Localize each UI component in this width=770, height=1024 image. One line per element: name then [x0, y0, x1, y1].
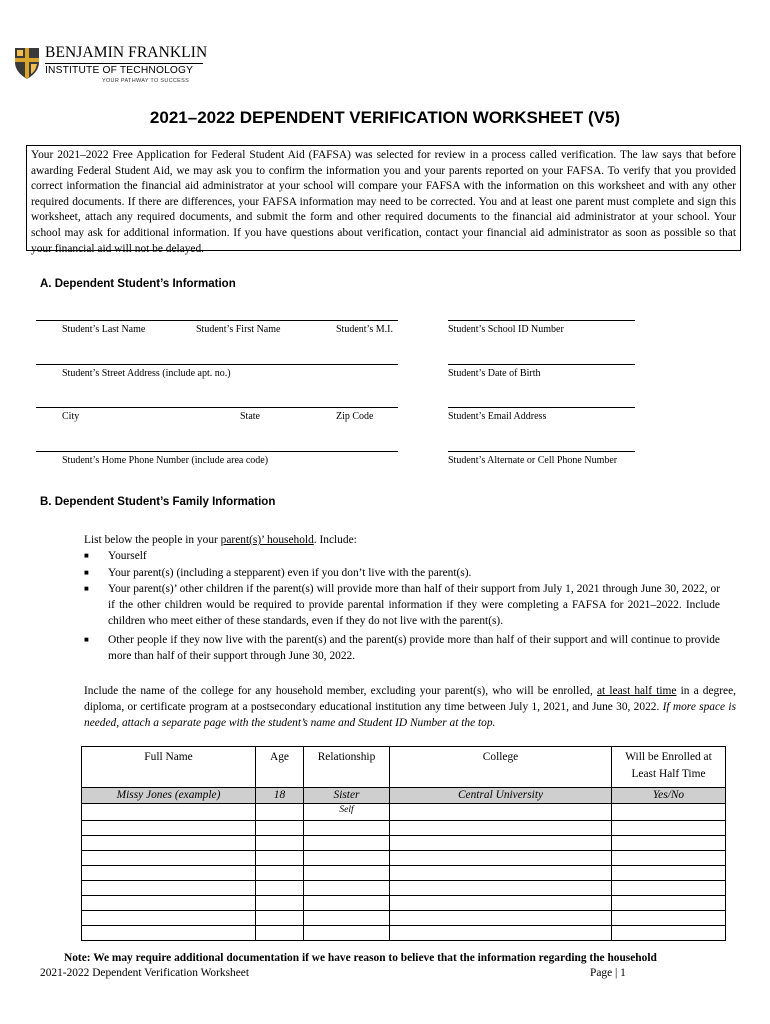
label-zip: Zip Code: [336, 411, 374, 422]
table-row: [82, 866, 726, 881]
enrolled-cell[interactable]: [612, 881, 726, 896]
name-cell[interactable]: [82, 851, 256, 866]
age-cell[interactable]: [256, 926, 304, 941]
note-text: Note: We may require additional documentation if we have reason to believe that the information regarding the household: [64, 952, 657, 964]
col-age: Age: [256, 747, 304, 788]
name-cell[interactable]: [82, 804, 256, 821]
table-row: [82, 896, 726, 911]
half-time-term: at least half time: [597, 685, 677, 697]
intro-box: Your 2021–2022 Free Application for Federal Student Aid (FAFSA) was selected for review in a process called verification. The law says that before awarding Federal Student Aid, we may ask you to confirm the information you and your parents reported on your FAFSA. To verify that you provided correct information the financial aid administrator at your school will compare your FAFSA with the information on this worksheet and with any other required documents. If there are differences, your FAFSA information may need to be corrected. You and at least one parent must complete and sign this worksheet, attach any required documents, and submit the form and other required documents to the financial aid administrator at your school. Your school may ask for additional information. If you have questions about verification, contact your financial aid administrator as soon as possible so that your financial aid will not be delayed.: [26, 145, 741, 251]
age-cell[interactable]: [256, 851, 304, 866]
label-email: Student’s Email Address: [448, 411, 547, 422]
enrolled-cell[interactable]: [612, 866, 726, 881]
label-dob: Student’s Date of Birth: [448, 368, 541, 379]
page-title: 2021–2022 DEPENDENT VERIFICATION WORKSHEET (V5): [149, 108, 621, 127]
age-cell[interactable]: [256, 896, 304, 911]
logo-name: BENJAMIN FRANKLIN: [45, 44, 208, 61]
bullet-icon: ■: [84, 551, 89, 560]
name-cell[interactable]: [82, 881, 256, 896]
logo-tagline: YOUR PATHWAY TO SUCCESS: [102, 78, 190, 84]
table-row: [82, 851, 726, 866]
list-intro: [84, 532, 357, 548]
school-id-line[interactable]: [448, 320, 635, 321]
street-line[interactable]: [36, 364, 398, 365]
age-cell[interactable]: [256, 866, 304, 881]
enrolled-cell[interactable]: [612, 804, 726, 821]
relationship-cell[interactable]: [304, 911, 390, 926]
bullet-icon: ■: [84, 635, 89, 644]
enrolled-cell[interactable]: [612, 821, 726, 836]
table-row: [82, 911, 726, 926]
relationship-cell[interactable]: [304, 836, 390, 851]
college-cell[interactable]: [390, 804, 612, 821]
family-table: [81, 746, 726, 941]
name-cell[interactable]: [82, 896, 256, 911]
college-cell[interactable]: [390, 866, 612, 881]
footer-title: 2021-2022 Dependent Verification Worksheet: [40, 967, 250, 979]
college-cell[interactable]: [390, 836, 612, 851]
label-mi: Student’s M.I.: [336, 324, 393, 335]
col-full-name: Full Name: [82, 747, 256, 788]
dob-line[interactable]: [448, 364, 635, 365]
age-cell[interactable]: [256, 821, 304, 836]
label-last-name: Student’s Last Name: [62, 324, 146, 335]
enrolled-cell[interactable]: [612, 836, 726, 851]
bullet-text: Yourself: [108, 550, 147, 562]
household-term: parent(s)’ household: [220, 534, 314, 546]
section-b-heading: B. Dependent Student’s Family Information: [40, 496, 276, 508]
bullet-icon: ■: [84, 568, 89, 577]
name-cell[interactable]: [82, 836, 256, 851]
shield-logo-icon: [14, 46, 40, 80]
relationship-cell[interactable]: [304, 821, 390, 836]
name-cell[interactable]: [82, 911, 256, 926]
age-cell[interactable]: [256, 804, 304, 821]
example-relationship: Sister: [304, 788, 390, 804]
college-cell[interactable]: [390, 896, 612, 911]
age-cell[interactable]: [256, 836, 304, 851]
col-college: College: [390, 747, 612, 788]
college-para-text: Include the name of the college for any household member, excluding your parent(s), who will be enrolled,: [84, 685, 597, 697]
relationship-cell[interactable]: [304, 866, 390, 881]
example-college: Central University: [390, 788, 612, 804]
label-city: City: [62, 411, 80, 422]
table-row: [82, 836, 726, 851]
name-cell[interactable]: [82, 866, 256, 881]
enrolled-cell[interactable]: [612, 926, 726, 941]
example-name: Missy Jones (example): [82, 788, 256, 804]
enrolled-cell[interactable]: [612, 851, 726, 866]
bullet-text: Other people if they now live with the parent(s) and the parent(s) provide more than half of their support and will continue to provide more than half of their support through June 30, 2022.: [108, 634, 720, 663]
name-cell[interactable]: [82, 821, 256, 836]
label-cell-phone: Student’s Alternate or Cell Phone Number: [448, 455, 618, 466]
bullet-text: Your parent(s) (including a stepparent) even if you don’t live with the parent(s).: [108, 567, 472, 579]
label-street: Student’s Street Address (include apt. no.): [62, 368, 231, 379]
table-row: [82, 926, 726, 941]
self-relationship-cell: Self: [304, 804, 390, 821]
list-intro-end: . Include:: [313, 534, 357, 546]
list-item: [84, 581, 724, 631]
relationship-cell[interactable]: [304, 896, 390, 911]
label-home-phone: Student’s Home Phone Number (include area code): [62, 455, 269, 466]
name-line[interactable]: [36, 320, 398, 321]
enrolled-cell[interactable]: [612, 896, 726, 911]
age-cell[interactable]: [256, 881, 304, 896]
example-enrolled: Yes/No: [612, 788, 726, 804]
label-state: State: [240, 411, 260, 422]
name-cell[interactable]: [82, 926, 256, 941]
table-row: [82, 821, 726, 836]
college-cell[interactable]: [390, 881, 612, 896]
age-cell[interactable]: [256, 911, 304, 926]
list-item: [84, 632, 724, 666]
logo-subtitle: INSTITUTE OF TECHNOLOGY: [45, 65, 194, 76]
home-phone-line[interactable]: [36, 451, 398, 452]
list-intro-text: List below the people in your: [84, 534, 221, 546]
section-a-heading: A. Dependent Student’s Information: [40, 278, 236, 290]
enrolled-cell[interactable]: [612, 911, 726, 926]
example-row: [82, 788, 726, 804]
relationship-cell[interactable]: [304, 851, 390, 866]
email-line[interactable]: [448, 407, 635, 408]
label-first-name: Student’s First Name: [196, 324, 281, 335]
page-number: Page | 1: [590, 967, 626, 979]
college-cell[interactable]: [390, 821, 612, 836]
college-paragraph: [84, 683, 736, 732]
college-cell[interactable]: [390, 911, 612, 926]
list-item: [84, 548, 724, 564]
more-space-note: If more space is needed, attach a separate page with the student’s name and Student ID Number at the top.: [84, 701, 737, 730]
col-enrolled: Will be Enrolled at Least Half Time: [612, 747, 726, 788]
relationship-cell[interactable]: [304, 926, 390, 941]
relationship-cell[interactable]: [304, 881, 390, 896]
bullet-icon: ■: [84, 584, 89, 593]
college-cell[interactable]: [390, 926, 612, 941]
table-row: [82, 881, 726, 896]
label-school-id: Student’s School ID Number: [448, 324, 564, 335]
col-relationship: Relationship: [304, 747, 390, 788]
college-para-text-2: in a degree, diploma, or certificate program at a postsecondary educational institution any time between July 1, 2021, and June 30, 2022.: [84, 685, 736, 714]
city-line[interactable]: [36, 407, 398, 408]
table-row: [82, 804, 726, 821]
bullet-text: Your parent(s)’ other children if the parent(s) will provide more than half of their support from July 1, 2021 through June 30, 2022, or if the other children would be required to provide parental information if they were completing a FAFSA for 2021–2022. Include children who meet either of these standards, even if they do not live with the parent(s).: [108, 583, 720, 628]
logo-divider: [45, 63, 203, 64]
list-item: [84, 565, 724, 581]
cell-phone-line[interactable]: [448, 451, 635, 452]
institution-logo: [14, 44, 208, 88]
example-age: 18: [256, 788, 304, 804]
college-cell[interactable]: [390, 851, 612, 866]
table-header-row: [82, 747, 726, 788]
